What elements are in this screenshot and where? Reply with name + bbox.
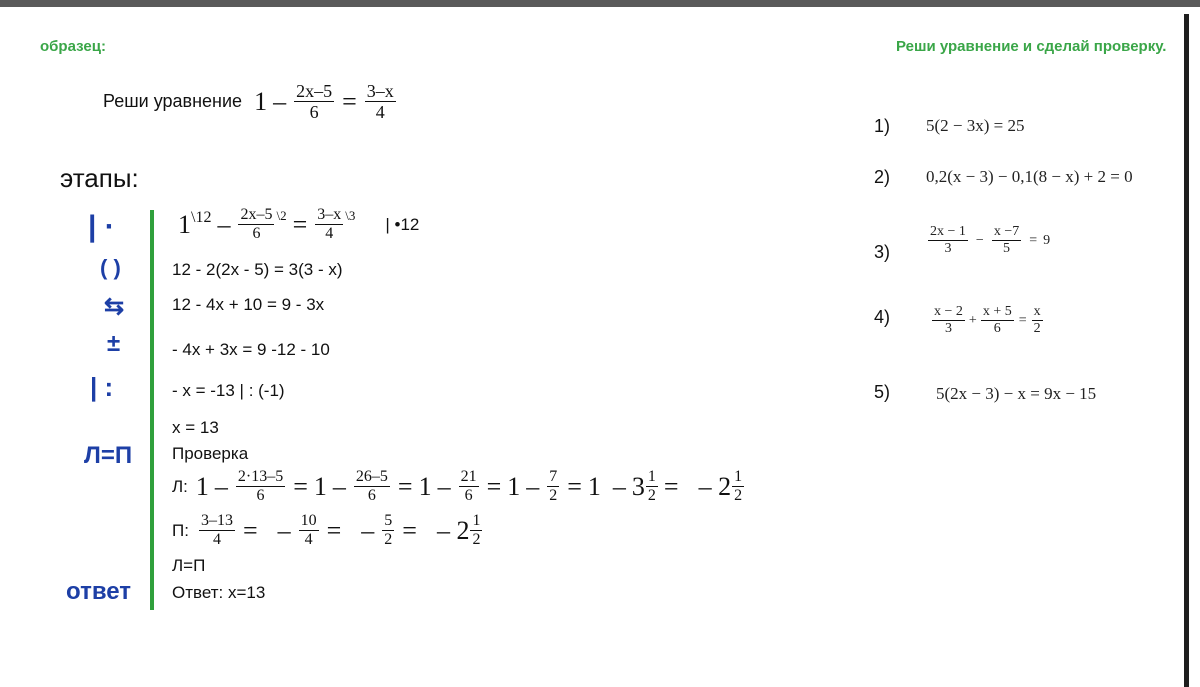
task-4-b-den: 6	[993, 321, 1001, 336]
check-left	[172, 469, 744, 504]
task-4-b-num: x + 5	[982, 304, 1012, 319]
task-3-a-den: 3	[944, 241, 952, 256]
step1-mark2: \2	[276, 207, 287, 223]
step1-fraction-1	[238, 207, 274, 242]
task-4-frac-a	[932, 305, 965, 336]
task-1-equation: 5(2 − 3x) = 25	[926, 116, 1025, 135]
swap-icon: ⇆	[104, 293, 125, 320]
task-3-frac-b	[992, 225, 1021, 256]
example-lhs-fraction	[294, 82, 334, 121]
check-right-eq-1: =	[242, 515, 258, 545]
answer-icon: ответ	[66, 578, 132, 605]
check-left-frac-2	[354, 469, 390, 504]
check-left-m1-num: 1	[647, 468, 656, 485]
task-4-op: +	[968, 312, 977, 328]
plus-minus-icon: ±	[107, 330, 121, 357]
check-left-minus-1: –	[214, 471, 228, 501]
task-3-op: −	[975, 232, 984, 248]
check-left-res-num: 1	[734, 468, 743, 485]
check-left-f2-den: 6	[367, 487, 376, 504]
check-left-frac-1	[236, 469, 285, 504]
check-left-one-2: 1	[313, 471, 327, 501]
step-5: - x = -13 | : (-1)	[172, 381, 285, 400]
check-right-f3-den: 2	[384, 531, 393, 548]
check-right-f2-num: 10	[300, 512, 317, 529]
right-edge	[1184, 14, 1189, 687]
example-rhs-fraction	[365, 82, 396, 121]
check-left-m1-int: 3	[631, 471, 645, 501]
check-left-f2-num: 26–5	[355, 468, 388, 485]
example-prompt: Реши уравнение	[103, 91, 243, 111]
step1-one: 1	[178, 209, 191, 239]
check-left-mixed	[632, 469, 658, 504]
step1-mark3: \3	[345, 207, 356, 223]
check-left-one-4: 1	[507, 471, 521, 501]
check-left-res-sign: – 2	[698, 471, 732, 501]
check-left-f4-num: 7	[549, 468, 558, 485]
example-eq: =	[342, 86, 357, 116]
task-2-equation: 0,2(x − 3) − 0,1(8 − x) + 2 = 0	[926, 167, 1133, 186]
check-left-one-5: 1	[587, 471, 601, 501]
step-2: 12 - 2(2x - 5) = 3(3 - x)	[172, 260, 343, 279]
check-left-eq-4: =	[567, 471, 582, 501]
task-5-number: 5)	[874, 382, 891, 402]
check-left-eq-5: =	[663, 471, 679, 501]
step-6: x = 13	[172, 418, 219, 437]
check-right-label: П:	[172, 520, 189, 540]
task-4-a-den: 3	[944, 321, 952, 336]
example-minus: –	[273, 86, 287, 116]
check-right-eq-2: =	[326, 515, 342, 545]
example-rhs-num: 3–x	[366, 81, 394, 101]
check-right-eq-3: =	[402, 515, 417, 545]
check-left-f4-den: 2	[549, 487, 558, 504]
example-one: 1	[254, 86, 268, 116]
check-left-f1-num: 2·13–5	[237, 468, 284, 485]
task-4-equation	[930, 305, 1045, 336]
check-left-minus-2: –	[332, 471, 346, 501]
step1-frac2-num: 3–x	[317, 206, 342, 223]
check-left-result	[699, 469, 745, 504]
check-icon: Л=П	[84, 442, 133, 469]
check-left-frac-3	[459, 469, 479, 504]
task-1-number: 1)	[874, 116, 891, 136]
check-left-eq-3: =	[486, 471, 502, 501]
check-left-frac-4	[547, 469, 559, 504]
check-equal: Л=П	[172, 556, 206, 575]
check-left-minus-4: –	[526, 471, 540, 501]
task-3-a-num: 2x − 1	[930, 224, 966, 239]
check-right	[172, 513, 482, 548]
parentheses-icon: ( )	[100, 255, 121, 280]
step1-fraction-2	[315, 207, 343, 242]
check-right-frac-1	[199, 513, 235, 548]
task-3-equation	[926, 225, 1050, 256]
task-4-c-den: 2	[1033, 321, 1041, 336]
task-2-number: 2)	[874, 167, 891, 187]
step1-frac1-num: 2x–5	[240, 206, 273, 223]
check-left-res-den: 2	[734, 487, 743, 504]
task-3-eq: =	[1029, 232, 1038, 248]
check-right-f3-num: 5	[384, 512, 393, 529]
example-equation	[103, 82, 398, 121]
task-3-b-den: 5	[1003, 241, 1011, 256]
check-left-eq-2: =	[397, 471, 413, 501]
check-left-eq-1: =	[293, 471, 308, 501]
check-right-frac-3	[382, 513, 394, 548]
check-left-f3-den: 6	[464, 487, 473, 504]
check-left-f1-den: 6	[256, 487, 265, 504]
example-rhs-den: 4	[375, 102, 385, 122]
check-left-one-1: 1	[195, 471, 209, 501]
check-right-minus-1: –	[277, 515, 291, 545]
check-right-res-sign: – 2	[436, 515, 470, 545]
check-right-frac-2	[299, 513, 319, 548]
step1-multiplier: | •12	[385, 214, 420, 234]
step1-minus: –	[217, 209, 231, 239]
check-right-res-num: 1	[472, 512, 481, 529]
example-lhs-num: 2x–5	[296, 81, 333, 101]
divide-icon: | :	[90, 372, 114, 402]
check-left-label: Л:	[172, 476, 188, 496]
top-border	[0, 0, 1200, 7]
task-3-number: 3)	[874, 242, 891, 262]
task-4-frac-c	[1032, 305, 1043, 336]
step1-frac1-den: 6	[252, 225, 261, 242]
check-left-one-3: 1	[418, 471, 432, 501]
stages-divider	[150, 210, 154, 610]
check-left-m1-den: 2	[647, 487, 656, 504]
example-lhs-den: 6	[309, 102, 319, 122]
step1-mark12: \12	[191, 208, 212, 226]
step-3: 12 - 4x + 10 = 9 - 3x	[172, 295, 325, 314]
task-label: Реши уравнение и сделай проверку.	[896, 38, 1167, 55]
task-3-b-num: x −7	[993, 224, 1020, 239]
step-1	[178, 207, 419, 242]
check-right-result	[437, 513, 483, 548]
multiply-icon: | ·	[88, 210, 115, 243]
check-right-f2-den: 4	[304, 531, 313, 548]
task-4-frac-b	[981, 305, 1014, 336]
task-4-c-num: x	[1033, 304, 1041, 319]
task-3-frac-a	[928, 225, 968, 256]
task-3-rhs: 9	[1043, 232, 1051, 248]
stages-label: этапы:	[60, 163, 139, 193]
step1-frac2-den: 4	[325, 225, 334, 242]
check-left-minus-5: –	[612, 471, 626, 501]
step-4: - 4x + 3x = 9 -12 - 10	[172, 340, 330, 359]
check-right-minus-2: –	[361, 515, 375, 545]
check-right-f1-num: 3–13	[200, 512, 233, 529]
task-5-equation: 5(2x − 3) − x = 9x − 15	[936, 384, 1097, 403]
sample-label: образец:	[40, 38, 106, 55]
task-4-a-num: x − 2	[934, 304, 963, 319]
step1-eq: =	[292, 209, 308, 239]
check-right-f1-den: 4	[212, 531, 221, 548]
answer-text: Ответ: x=13	[172, 583, 266, 602]
check-left-minus-3: –	[437, 471, 451, 501]
check-right-res-den: 2	[472, 531, 481, 548]
check-left-f3-num: 21	[460, 468, 477, 485]
task-4-number: 4)	[874, 307, 891, 327]
task-4-eq: =	[1018, 312, 1027, 328]
check-title: Проверка	[172, 444, 249, 463]
